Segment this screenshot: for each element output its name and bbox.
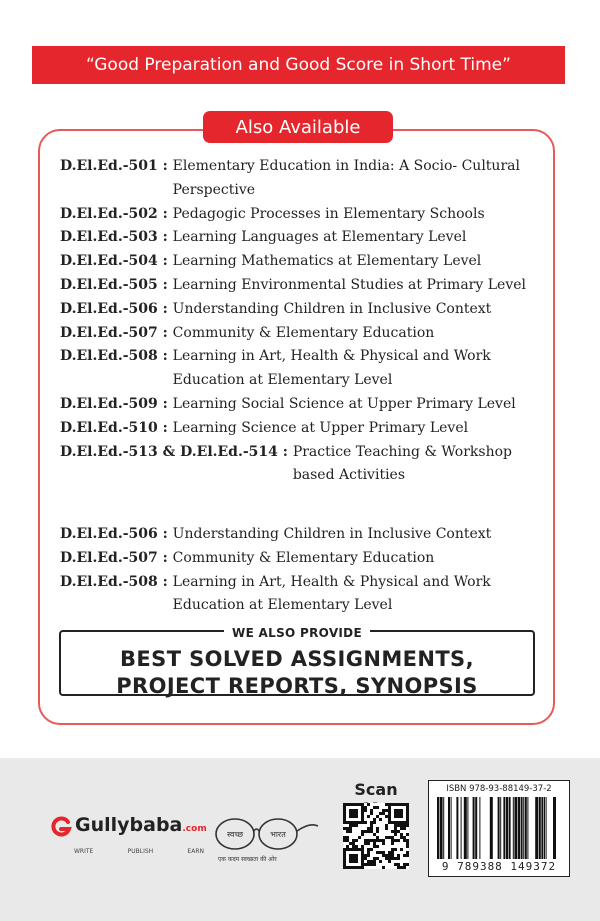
course-code: D.El.Ed.-513 & D.El.Ed.-514 : [60,443,293,460]
course-code: D.El.Ed.-506 : [60,300,173,317]
glasses-icon [210,810,320,854]
course-item [60,393,550,417]
gullybaba-wordmark [75,814,207,836]
tagline-text: “Good Preparation and Good Score in Short Time” [86,55,511,75]
course-code: D.El.Ed.-507 : [60,549,173,566]
course-title: Learning Social Science at Upper Primary Level [172,395,516,412]
course-title: Pedagogic Processes in Elementary Schools [172,205,485,222]
course-item [60,203,550,227]
also-available-label: Also Available [235,116,361,138]
brand-tag: EARN [187,848,204,855]
course-title: Learning Mathematics at Elementary Level [172,253,482,270]
isbn-barcode [428,780,570,877]
course-code: D.El.Ed.-504 : [60,253,173,270]
course-item [60,322,550,346]
qr-code-icon[interactable] [343,803,409,869]
course-title: Learning Environmental Studies at Primary Level [172,276,526,293]
also-provide-line-1: BEST SOLVED ASSIGNMENTS, [120,647,474,671]
course-title: Understanding Children in Inclusive Context [172,300,492,317]
course-item [60,155,550,203]
course-code: D.El.Ed.-508 : [60,573,173,590]
brand-suffix: .com [182,824,207,834]
swachh-left-text: स्वच्छ [226,830,244,839]
tagline-banner [32,46,565,84]
scan-me-label: Scan [354,780,398,799]
course-code: D.El.Ed.-508 : [60,348,173,365]
course-item [60,571,550,619]
brand-name: Gullybaba [75,814,183,836]
course-title: Learning in Art, Health & Physical and Work Education at Elementary Level [172,573,491,614]
course-title: Community & Elementary Education [172,549,435,566]
also-available-badge [203,111,393,143]
course-item [60,250,550,274]
course-item [60,345,550,393]
brand-tags [74,848,204,855]
course-code: D.El.Ed.-503 : [60,229,173,246]
also-provide-line-2: PROJECT REPORTS, SYNOPSIS [116,674,478,698]
course-item [60,298,550,322]
barcode-icon [435,797,563,859]
course-title: Learning in Art, Health & Physical and Work Education at Elementary Level [172,348,491,389]
course-item [60,441,550,489]
course-title: Elementary Education in India: A Socio- Cultural Perspective [172,158,520,198]
course-title: Learning Languages at Elementary Level [172,229,467,246]
course-title: Understanding Children in Inclusive Context [172,526,492,542]
course-item [60,547,550,571]
brand-tag: WRITE [74,848,94,855]
swachh-bharat-logo [210,810,320,870]
isbn-digits: 9 789388 149372 [441,860,557,873]
gullybaba-logo [50,814,210,862]
brand-tag: PUBLISH [127,848,154,855]
course-code: D.El.Ed.-505 : [60,276,173,293]
course-code: D.El.Ed.-501 : [60,158,173,174]
also-provide-lines [59,646,535,700]
course-list-second [60,523,550,618]
gullybaba-g-icon [50,816,72,838]
course-item [60,274,550,298]
course-code: D.El.Ed.-510 : [60,419,173,436]
also-provide-section [59,620,535,696]
swachh-caption: एक कदम स्वच्छता की ओर [218,856,277,863]
also-provide-label-wrap [59,622,535,641]
course-code: D.El.Ed.-509 : [60,395,173,412]
swachh-right-text: भारत [270,830,286,839]
course-item [60,226,550,250]
course-code: D.El.Ed.-506 : [60,526,173,542]
course-item [60,417,550,441]
course-list [60,155,550,488]
isbn-text: ISBN 978-93-88149-37-2 [446,784,552,794]
course-code: D.El.Ed.-507 : [60,324,173,341]
course-code: D.El.Ed.-502 : [60,205,173,222]
course-title: Practice Teaching & Workshop based Activities [292,443,512,484]
course-title: Learning Science at Upper Primary Level [172,419,469,436]
course-title: Community & Elementary Education [172,324,435,341]
also-provide-label: WE ALSO PROVIDE [224,626,370,640]
course-item [60,523,550,547]
